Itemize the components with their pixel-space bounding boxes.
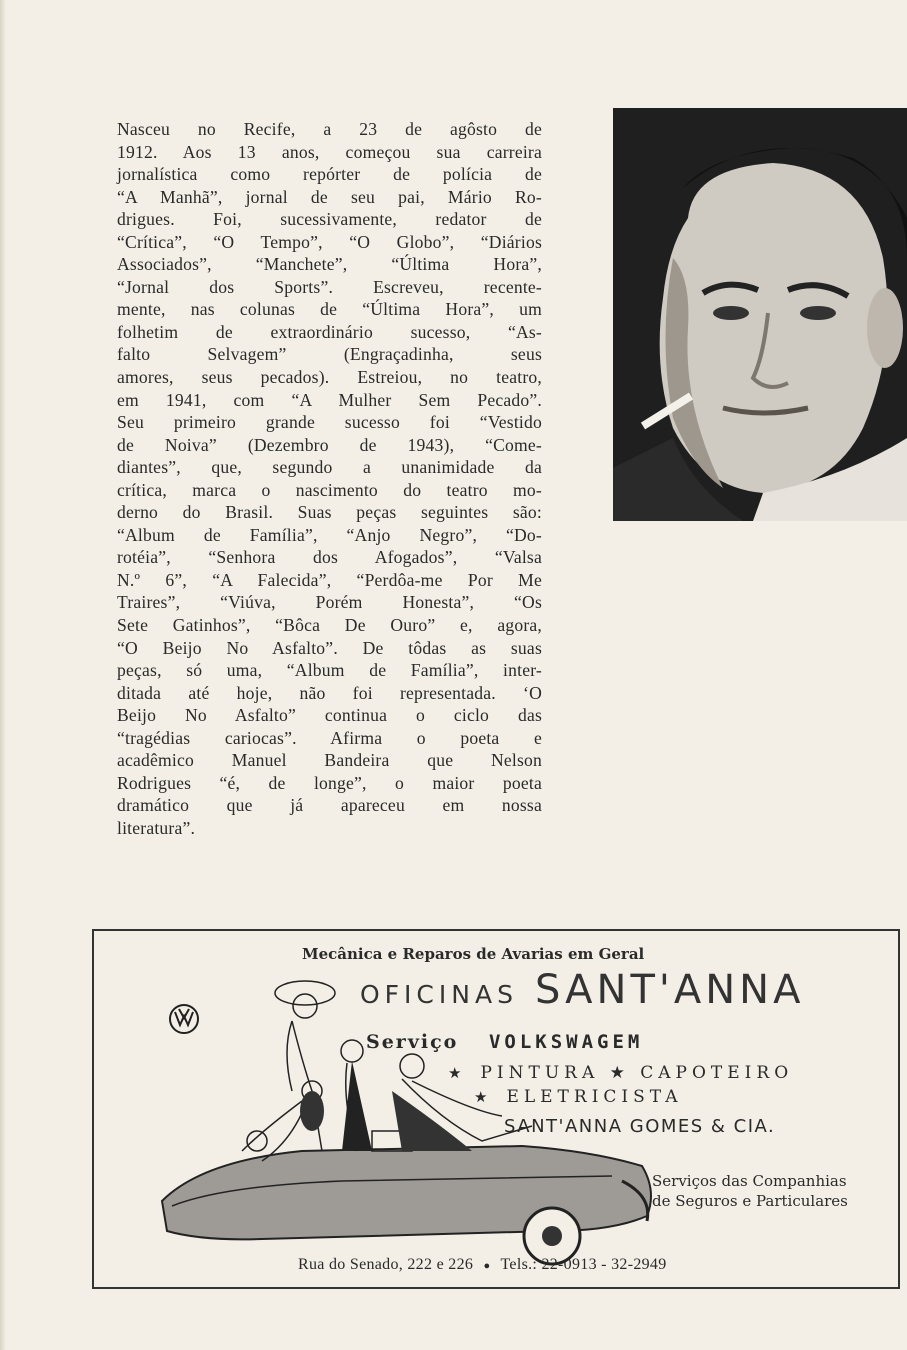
author-portrait — [613, 108, 907, 521]
ad-company-name: SANT'ANNA GOMES & CIA. — [504, 1116, 776, 1137]
ad-phones: Tels.: 22-0913 - 32-2949 — [500, 1256, 667, 1273]
bio-line: literatura”. — [117, 817, 196, 838]
ad-service-line — [366, 1031, 643, 1053]
volkswagen-logo-icon — [168, 1003, 200, 1035]
ad-insurance-line1: Serviços das Companhias — [652, 1172, 847, 1190]
ad-street: Rua do Senado, 222 e 226 — [298, 1256, 474, 1273]
bio-line: N.º 6”, “A Falecida”, “Perdôa-me Por Me — [117, 569, 542, 590]
bio-line: “Crítica”, “O Tempo”, “O Globo”, “Diários — [117, 231, 542, 252]
star-icon: ★ — [448, 1064, 467, 1082]
bio-line: Traires”, “Viúva, Porém Honesta”, “Os — [117, 592, 542, 613]
bio-line: Associados”, “Manchete”, “Última Hora”, — [117, 254, 542, 275]
bio-line: peças, só uma, “Album de Família”, inter- — [117, 660, 542, 681]
bio-line: mente, nas colunas de “Última Hora”, um — [117, 299, 542, 320]
bio-line: Seu primeiro grande sucesso foi “Vestido — [117, 412, 542, 433]
bio-line: “A Manhã”, jornal de seu pai, Mário Ro- — [117, 186, 542, 207]
ad-insurance-text — [652, 1171, 892, 1211]
ad-brand-word-oficinas: OFICINAS — [360, 980, 518, 1009]
bio-line: em 1941, com “A Mulher Sem Pecado”. — [117, 389, 542, 410]
bio-line: crítica, marca o nascimento do teatro mo- — [117, 479, 542, 500]
ad-services-line2-text: ELETRICISTA — [506, 1087, 683, 1107]
bio-line: Rodrigues “é, de longe”, o maior poeta — [117, 772, 542, 793]
bio-line: “O Beijo No Asfalto”. De tôdas as suas — [117, 637, 542, 658]
bio-line: dramático que já apareceu em nossa — [117, 795, 542, 816]
ad-service-brand: VOLKSWAGEM — [488, 1031, 644, 1053]
bio-line: folhetim de extraordinário sucesso, “As- — [117, 321, 542, 342]
bio-line: Nasceu no Recife, a 23 de agôsto de — [117, 119, 542, 139]
portrait-illustration — [613, 108, 907, 521]
bio-line: acadêmico Manuel Bandeira que Nelson — [117, 750, 542, 771]
bio-line: Sete Gatinhos”, “Bôca De Ouro” e, agora, — [117, 615, 542, 636]
page-edge — [0, 0, 6, 1350]
bullet-icon: ● — [483, 1260, 491, 1272]
biography-text — [117, 118, 542, 840]
ad-insurance-line2: de Seguros e Particulares — [652, 1192, 848, 1210]
star-icon: ★ — [474, 1088, 493, 1106]
bio-line: diantes”, que, segundo a unanimidade da — [117, 457, 542, 478]
bio-line: jornalística como repórter de polícia de — [117, 164, 542, 185]
ad-address — [298, 1256, 667, 1274]
bio-line: amores, seus pecados). Estreiou, no teatro, — [117, 367, 542, 388]
advertisement-box — [92, 929, 900, 1289]
bio-line: ditada até hoje, não foi representada. ‘O — [117, 682, 542, 703]
bio-line: Beijo No Asfalto” continua o ciclo das — [117, 705, 542, 726]
ad-services-line1 — [448, 1063, 793, 1083]
ad-brand-word-santanna: SANT'ANNA — [535, 967, 805, 1013]
bio-line: de Noiva” (Dezembro de 1943), “Come- — [117, 434, 542, 455]
ad-services-line1-text: PINTURA ★ CAPOTEIRO — [480, 1063, 794, 1083]
ad-service-label: Serviço — [366, 1031, 459, 1053]
bio-line: derno do Brasil. Suas peças seguintes são: — [117, 502, 542, 523]
bio-line: “Jornal dos Sports”. Escreveu, recente- — [117, 276, 542, 297]
bio-line: rotéia”, “Senhora dos Afogados”, “Valsa — [117, 547, 542, 568]
ad-services-line2 — [474, 1087, 682, 1107]
bio-line: drigues. Foi, sucessivamente, redator de — [117, 209, 542, 230]
bio-line: 1912. Aos 13 anos, começou sua carreira — [117, 141, 542, 162]
bio-line: “tragédias cariocas”. Afirma o poeta e — [117, 727, 542, 748]
bio-line: “Album de Família”, “Anjo Negro”, “Do- — [117, 524, 542, 545]
ad-brand — [360, 967, 804, 1013]
ad-title: Mecânica e Reparos de Avarias em Geral — [302, 945, 645, 963]
bio-line: falto Selvagem” (Engraçadinha, seus — [117, 344, 542, 365]
